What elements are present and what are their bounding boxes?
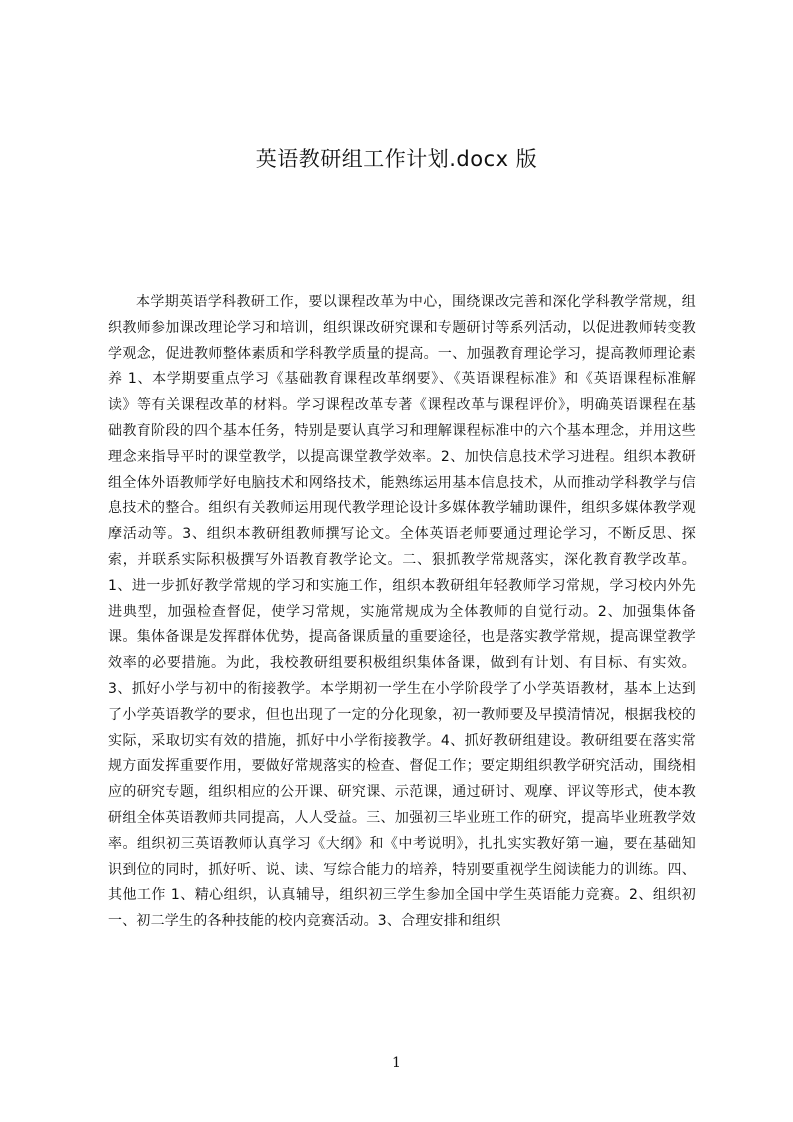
document-title: 英语教研组工作计划.docx 版 [255, 147, 538, 171]
document-body: 本学期英语学科教研工作，要以课程改革为中心，围绕课改完善和深化学科教学常规，组织教师参加课改理论学习和培训，组织课改研究课和专题研讨等系列活动，以促进教师转变教学观念，促进教师整体素质和学科教学质量的提高。一、加强教育理论学习，提高教师理论素养 1、本学期要重点学习《基础教育课程改革纲要》、《英语课程标准》和《英语课程标准解读》等有关课程改革的材料。学习课程改革专著《课程改革与课程评价》，明确英语课程在基础教育阶段的四个基本任务，特别是要认真学习和理解课程标准中的六个基本理念，并用这些理念来指导平时的课堂教学，以提高课堂教学效率。2、加快信息技术学习进程。组织本教研组全体外语教师学好电脑技术和网络技术，能熟练运用基本信息技术，从而推动学科教学与信息技术的整合。组织有关教师运用现代教学理论设计多媒体教学辅助课件，组织多媒体教学观摩活动等。3、组织本教研组教师撰写论文。全体英语老师要通过理论学习，不断反思、探索，并联系实际积极撰写外语教育教学论文。二、狠抓教学常规落实，深化教育教学改革。1、进一步抓好教学常规的学习和实施工作，组织本教研组年轻教师学习常规，学习校内外先进典型，加强检查督促，使学习常规，实施常规成为全体教师的自觉行动。2、加强集体备课。集体备课是发挥群体优势，提高备课质量的重要途径，也是落实教学常规，提高课堂教学效率的必要措施。为此，我校教研组要积极组织集体备课，做到有计划、有目标、有实效。3、抓好小学与初中的衔接教学。本学期初一学生在小学阶段学了小学英语教材，基本上达到了小学英语教学的要求，但也出现了一定的分化现象，初一教师要及早摸清情况，根据我校的实际，采取切实有效的措施，抓好中小学衔接教学。4、抓好教研组建设。教研组要在落实常规方面发挥重要作用，要做好常规落实的检查、督促工作；要定期组织教学研究活动，围绕相应的研究专题，组织相应的公开课、研究课、示范课，通过研讨、观摩、评议等形式，使本教研组全体英语教师共同提高，人人受益。三、加强初三毕业班工作的研究，提高毕业班教学效率。组织初三英语教师认真学习《大纲》和《中考说明》，扎扎实实教好第一遍，要在基础知识到位的同时，抓好听、说、读、写综合能力的培养，特别要重视学生阅读能力的训练。四、其他工作 1、精心组织，认真辅导，组织初三学生参加全国中学生英语能力竞赛。2、组织初一、初二学生的各种技能的校内竞赛活动。3、合理安排和组织 [108, 294, 696, 930]
page-number: 1 [392, 1055, 401, 1071]
